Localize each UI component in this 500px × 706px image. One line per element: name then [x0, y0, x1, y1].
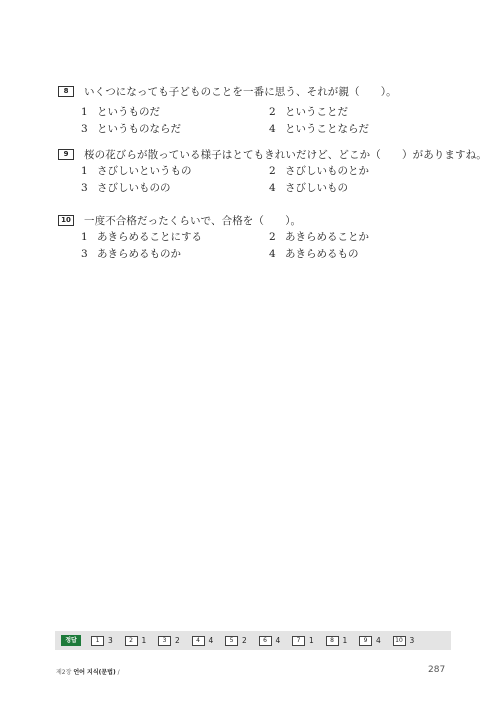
answer-item: 2 1 — [125, 636, 159, 646]
question-number: 8 — [58, 86, 74, 97]
option-4: 4 さびしいもの — [269, 182, 348, 194]
question-stem: いくつになっても子どものことを一番に思う、それが親（ ）。 — [84, 85, 397, 98]
question-10 — [58, 212, 458, 263]
answer-key-bar — [55, 631, 451, 650]
option-1: 1 というものだ — [81, 106, 160, 118]
option-2: 2 あきらめることか — [269, 231, 369, 243]
option-2: 2 ということだ — [269, 106, 348, 118]
option-3: 3 というものならだ — [81, 123, 181, 135]
option-3: 3 あきらめるものか — [81, 248, 181, 260]
question-stem: 一度不合格だったくらいで、合格を（ ）。 — [84, 214, 302, 227]
option-4: 4 ということならだ — [269, 123, 369, 135]
answer-item: 5 2 — [225, 636, 259, 646]
answer-item: 9 4 — [359, 636, 393, 646]
answer-label: 정답 — [61, 635, 81, 646]
footer-chapter — [56, 667, 120, 676]
footer-divider: / — [117, 669, 120, 676]
question-number: 10 — [58, 215, 74, 226]
question-8 — [58, 83, 458, 138]
question-stem: 桜の花びらが散っている様子はとてもきれいだけど、どこか（ ）がありますね。 — [84, 148, 487, 161]
answer-item: 8 1 — [326, 636, 360, 646]
answer-item: 10 3 — [393, 636, 427, 646]
answer-item: 4 4 — [192, 636, 226, 646]
question-9 — [58, 146, 487, 197]
answer-item: 6 4 — [259, 636, 293, 646]
option-1: 1 さびしいというもの — [81, 165, 192, 177]
question-number: 9 — [58, 149, 74, 160]
answer-item: 1 3 — [91, 636, 125, 646]
option-4: 4 あきらめるもの — [269, 248, 359, 260]
section-label: 언어 지식(문법) — [73, 669, 116, 676]
page-number: 287 — [428, 665, 446, 675]
answer-item: 3 2 — [158, 636, 192, 646]
answer-item: 7 1 — [292, 636, 326, 646]
option-1: 1 あきらめることにする — [81, 231, 202, 243]
option-3: 3 さびしいものの — [81, 182, 171, 194]
option-2: 2 さびしいものとか — [269, 165, 369, 177]
chapter-label: 제2장 — [56, 669, 72, 676]
